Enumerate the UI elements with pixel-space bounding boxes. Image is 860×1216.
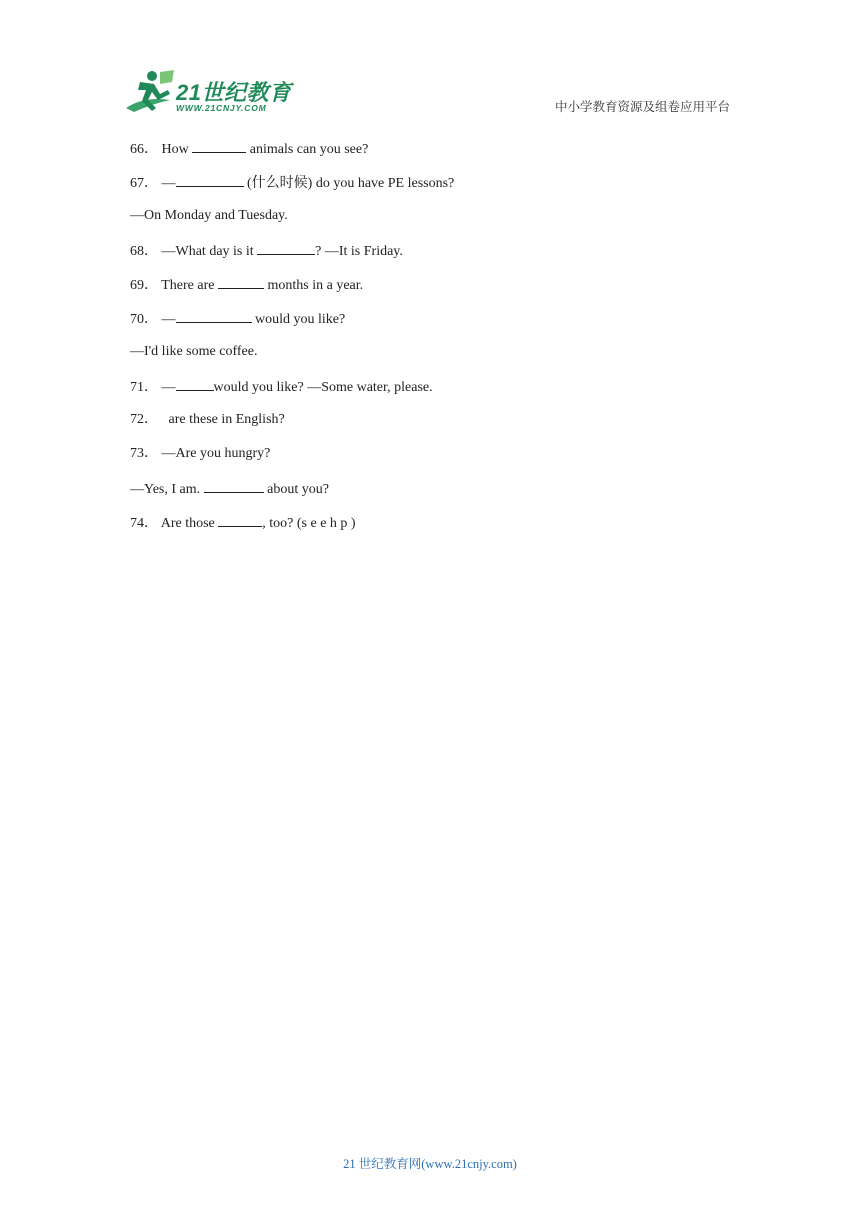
question-number: 67． [130, 176, 158, 191]
logo [122, 68, 292, 116]
question-67-answer [130, 206, 750, 240]
question-number: 68． [130, 244, 158, 259]
question-text: There are [161, 278, 218, 293]
question-number: 66． [130, 142, 158, 157]
answer-blank[interactable] [204, 478, 264, 493]
logo-url: WWW.21CNJY.COM [176, 103, 267, 113]
question-66 [130, 138, 750, 172]
question-text: — [161, 176, 176, 191]
question-text: about you? [267, 482, 329, 497]
question-73-answer [130, 478, 750, 512]
header-platform-text: 中小学教育资源及组卷应用平台 [554, 100, 730, 114]
question-text: —Are you hungry? [161, 446, 271, 461]
question-text: —On Monday and Tuesday. [130, 208, 288, 223]
question-74 [130, 512, 750, 546]
header-divider [122, 116, 734, 117]
answer-blank[interactable] [257, 240, 315, 255]
answer-blank[interactable] [218, 512, 262, 527]
question-69 [130, 274, 750, 308]
question-70 [130, 308, 750, 342]
question-number: 69． [130, 278, 158, 293]
answer-blank[interactable] [176, 308, 252, 323]
question-text: —I'd like some coffee. [130, 344, 258, 359]
question-text: —Yes, I am. [130, 482, 204, 497]
question-number: 74． [130, 516, 158, 531]
question-72 [130, 410, 750, 444]
logo-text: 21世纪教育 [176, 80, 292, 105]
question-71 [130, 376, 750, 410]
question-text: animals can you see? [249, 142, 369, 157]
question-number: 71． [130, 380, 158, 395]
question-67 [130, 172, 750, 206]
answer-blank[interactable] [218, 274, 264, 289]
question-text: would you like? [255, 312, 346, 327]
page-footer: 21 世纪教育网(www.21cnjy.com) [343, 1157, 517, 1171]
question-text: months in a year. [267, 278, 364, 293]
running-figure-icon [122, 68, 178, 114]
question-70-answer [130, 342, 750, 376]
question-text: are these in English? [161, 412, 285, 427]
question-text: Are those [160, 516, 219, 531]
question-list [130, 138, 750, 546]
question-73 [130, 444, 750, 478]
question-text: , too? (s e e h p ) [262, 516, 356, 531]
question-text: — [161, 312, 176, 327]
page-header [0, 0, 860, 120]
question-number: 70． [130, 312, 158, 327]
question-number: 73． [130, 446, 158, 461]
answer-blank[interactable] [192, 138, 246, 153]
question-text: How [161, 142, 193, 157]
question-text: —What day is it [161, 244, 258, 259]
answer-blank[interactable] [176, 376, 214, 391]
question-68 [130, 240, 750, 274]
question-text: would you like? —Some water, please. [213, 380, 433, 395]
question-number: 72． [130, 412, 158, 427]
question-text: — [161, 380, 176, 395]
question-text: (什么时候) do you have PE lessons? [247, 176, 455, 191]
question-text: ? —It is Friday. [315, 244, 403, 259]
answer-blank[interactable] [176, 172, 244, 187]
